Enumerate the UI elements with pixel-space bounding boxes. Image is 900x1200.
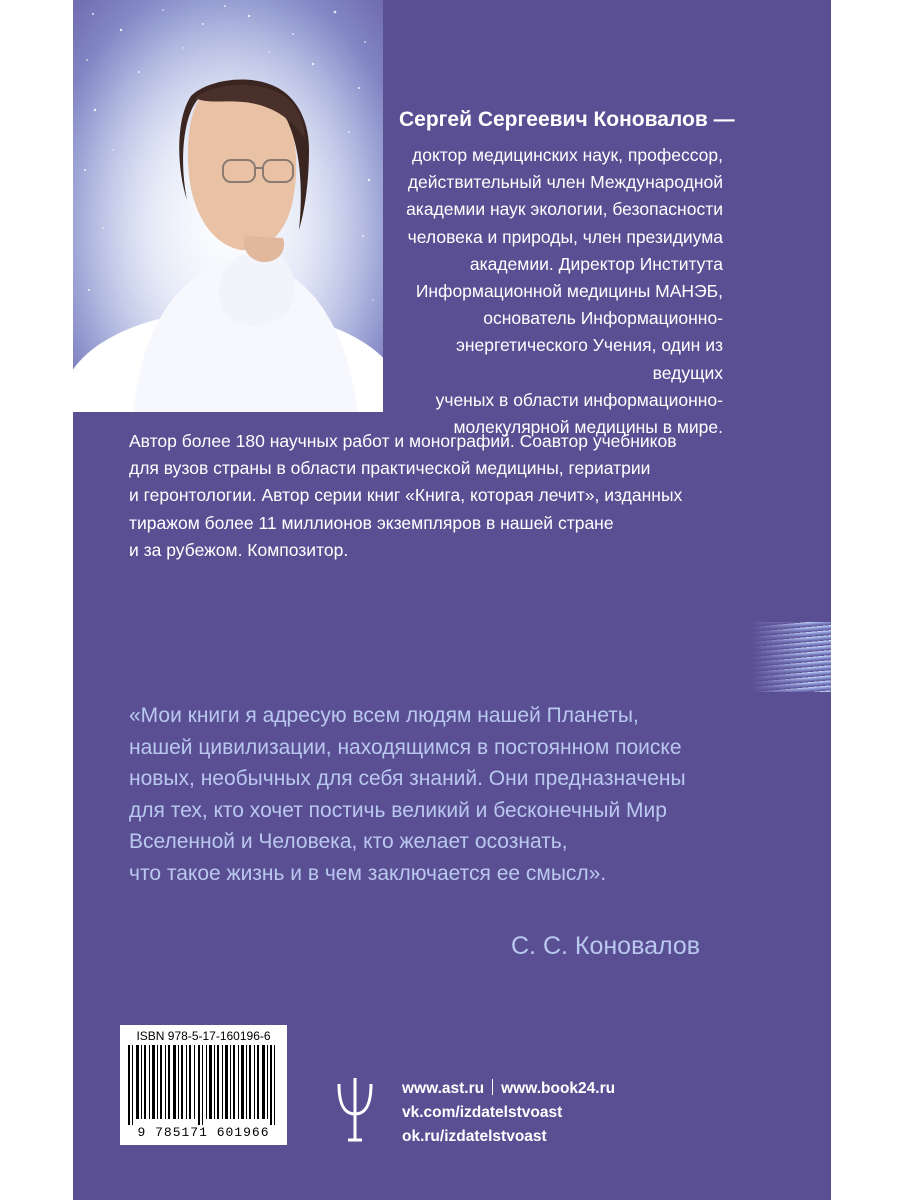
psi-logo-icon bbox=[335, 1078, 375, 1142]
author-quote: «Мои книги я адресую всем людям нашей Планеты, нашей цивилизации, находящимся в постоянном поиске новых, необычных для себя знаний. Они предназначены для тех, кто хочет постичь великий и бесконечный Мир Вселенной и Человека, кто желает осознать, что такое жизнь и в чем заключается ее смысл». bbox=[129, 704, 686, 885]
barcode-digits: 9 785171 601966 bbox=[137, 1125, 270, 1140]
link-vk[interactable]: vk.com/izdatelstvoast bbox=[402, 1104, 563, 1121]
barcode-bars bbox=[126, 1045, 281, 1125]
website-row bbox=[402, 1077, 615, 1101]
link-ok[interactable]: ok.ru/izdatelstvoast bbox=[402, 1128, 547, 1145]
barcode bbox=[120, 1025, 287, 1145]
starfield-background bbox=[73, 0, 383, 412]
isbn-label: ISBN 978-5-17-160196-6 bbox=[136, 1029, 271, 1043]
light-streak-decoration bbox=[751, 622, 831, 692]
book-back-cover bbox=[73, 0, 831, 1200]
link-book24[interactable]: www.book24.ru bbox=[501, 1080, 616, 1097]
publisher-links bbox=[402, 1077, 615, 1149]
author-bio-long: Автор более 180 научных работ и монографий. Соавтор учебников для вузов страны в области практической медицины, гериатрии и геронтологии. Автор серии книг «Книга, которая лечит», изданных тиражом более 11 миллионов экземпляров в нашей стране и за рубежом. Композитор. bbox=[129, 431, 683, 560]
quote-signature: С. С. Коновалов bbox=[511, 932, 701, 960]
link-separator bbox=[492, 1079, 493, 1095]
author-photo bbox=[73, 0, 383, 412]
author-bio-short: доктор медицинских наук, профессор, действительный член Международной академии наук экологии, безопасности человека и природы, член президиума академии. Директор Института Информационной медицины МАНЭБ, основатель Информационно-энергетического Учения, один из ведущих ученых в области информационно- молекулярной медицины в мире. bbox=[406, 145, 723, 438]
author-name: Сергей Сергеевич Коновалов — bbox=[399, 108, 735, 131]
link-ast[interactable]: www.ast.ru bbox=[402, 1080, 485, 1097]
